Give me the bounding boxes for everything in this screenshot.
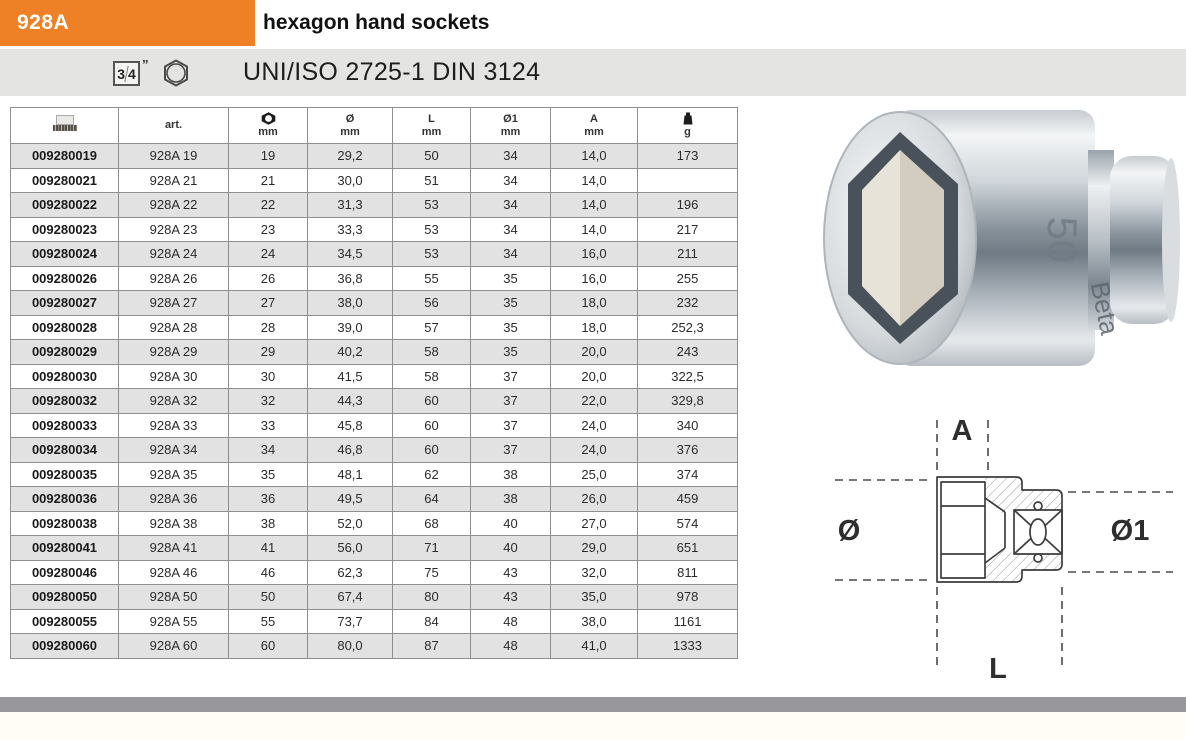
table-row <box>11 511 738 536</box>
cell-hex: 24 <box>229 242 308 267</box>
cell-A: 24,0 <box>551 413 638 438</box>
cell-art: 928A 26 <box>119 266 229 291</box>
cell-d: 80,0 <box>308 634 393 659</box>
cell-d: 30,0 <box>308 168 393 193</box>
cell-code: 009280038 <box>11 511 119 536</box>
cell-weight: 978 <box>638 585 738 610</box>
col-header-L <box>393 108 471 144</box>
col-unit-L: mm <box>421 125 442 138</box>
cell-weight: 651 <box>638 536 738 561</box>
cell-A: 27,0 <box>551 511 638 536</box>
cell-weight: 243 <box>638 340 738 365</box>
cell-art: 928A 23 <box>119 217 229 242</box>
cell-A: 29,0 <box>551 536 638 561</box>
footer-bar <box>0 697 1186 712</box>
drive-numerator: 3 <box>117 65 125 82</box>
cell-art: 928A 38 <box>119 511 229 536</box>
cell-d: 44,3 <box>308 389 393 414</box>
cell-weight: 1333 <box>638 634 738 659</box>
col-header-hex <box>229 108 308 144</box>
dim-label-L: L <box>989 653 1007 685</box>
product-photo <box>800 98 1186 382</box>
cell-art: 928A 27 <box>119 291 229 316</box>
cell-A: 22,0 <box>551 389 638 414</box>
cell-A: 14,0 <box>551 193 638 218</box>
cell-A: 14,0 <box>551 144 638 169</box>
cell-hex: 21 <box>229 168 308 193</box>
cell-art: 928A 22 <box>119 193 229 218</box>
cell-d: 62,3 <box>308 560 393 585</box>
cell-weight: 811 <box>638 560 738 585</box>
col-label-art: art. <box>164 119 183 131</box>
table-row <box>11 413 738 438</box>
cell-art: 928A 34 <box>119 438 229 463</box>
table-row <box>11 291 738 316</box>
cell-weight <box>638 168 738 193</box>
cell-weight: 459 <box>638 487 738 512</box>
cell-A: 14,0 <box>551 217 638 242</box>
cell-hex: 22 <box>229 193 308 218</box>
table-row <box>11 193 738 218</box>
cell-L: 57 <box>393 315 471 340</box>
cell-d1: 48 <box>471 609 551 634</box>
col-unit-weight: g <box>684 126 691 138</box>
table-row <box>11 438 738 463</box>
cell-L: 53 <box>393 242 471 267</box>
product-code-header: 928A <box>0 0 255 46</box>
cell-A: 14,0 <box>551 168 638 193</box>
cell-code: 009280032 <box>11 389 119 414</box>
table-row <box>11 340 738 365</box>
cell-art: 928A 35 <box>119 462 229 487</box>
cell-hex: 19 <box>229 144 308 169</box>
table-row <box>11 609 738 634</box>
cell-d: 41,5 <box>308 364 393 389</box>
cell-L: 87 <box>393 634 471 659</box>
cell-d: 38,0 <box>308 291 393 316</box>
cell-d1: 43 <box>471 560 551 585</box>
standards-text: UNI/ISO 2725-1 DIN 3124 <box>243 58 541 86</box>
col-unit-d1: mm <box>500 125 521 138</box>
cell-A: 16,0 <box>551 242 638 267</box>
cell-L: 62 <box>393 462 471 487</box>
table-row <box>11 634 738 659</box>
cell-weight: 329,8 <box>638 389 738 414</box>
cell-art: 928A 28 <box>119 315 229 340</box>
table-row <box>11 266 738 291</box>
cell-weight: 196 <box>638 193 738 218</box>
cell-d: 49,5 <box>308 487 393 512</box>
cell-code: 009280035 <box>11 462 119 487</box>
table-row <box>11 487 738 512</box>
drive-denominator: 4 <box>128 65 136 82</box>
table-row <box>11 144 738 169</box>
cell-hex: 55 <box>229 609 308 634</box>
cell-d1: 37 <box>471 413 551 438</box>
cell-A: 32,0 <box>551 560 638 585</box>
cell-d: 39,0 <box>308 315 393 340</box>
cell-weight: 376 <box>638 438 738 463</box>
cell-L: 60 <box>393 438 471 463</box>
cell-d1: 34 <box>471 144 551 169</box>
col-header-weight <box>638 108 738 144</box>
cell-L: 56 <box>393 291 471 316</box>
dim-label-d: Ø <box>837 515 861 547</box>
cell-d1: 34 <box>471 242 551 267</box>
cell-d1: 35 <box>471 291 551 316</box>
table-row <box>11 389 738 414</box>
cell-d: 52,0 <box>308 511 393 536</box>
cell-L: 53 <box>393 193 471 218</box>
cell-d1: 38 <box>471 462 551 487</box>
cell-L: 75 <box>393 560 471 585</box>
cell-art: 928A 41 <box>119 536 229 561</box>
cell-d1: 35 <box>471 340 551 365</box>
cell-weight: 255 <box>638 266 738 291</box>
cell-d: 31,3 <box>308 193 393 218</box>
cell-A: 18,0 <box>551 291 638 316</box>
cell-art: 928A 60 <box>119 634 229 659</box>
cell-d1: 40 <box>471 536 551 561</box>
cell-hex: 33 <box>229 413 308 438</box>
cell-code: 009280050 <box>11 585 119 610</box>
cell-hex: 41 <box>229 536 308 561</box>
cell-code: 009280022 <box>11 193 119 218</box>
cell-hex: 46 <box>229 560 308 585</box>
cell-art: 928A 21 <box>119 168 229 193</box>
cell-L: 50 <box>393 144 471 169</box>
cell-hex: 27 <box>229 291 308 316</box>
cell-code: 009280023 <box>11 217 119 242</box>
cell-weight: 1161 <box>638 609 738 634</box>
cell-d: 45,8 <box>308 413 393 438</box>
table-row <box>11 315 738 340</box>
col-header-art <box>119 108 229 144</box>
table-row <box>11 242 738 267</box>
cell-A: 20,0 <box>551 340 638 365</box>
cell-L: 58 <box>393 340 471 365</box>
col-label-d1: Ø1 <box>503 112 518 125</box>
barcode-icon <box>53 115 77 131</box>
col-unit-hex: mm <box>258 126 278 138</box>
cell-hex: 38 <box>229 511 308 536</box>
cell-weight: 211 <box>638 242 738 267</box>
cell-d1: 37 <box>471 389 551 414</box>
table-row <box>11 168 738 193</box>
cell-art: 928A 46 <box>119 560 229 585</box>
cell-L: 60 <box>393 389 471 414</box>
engraving-brand: Beta <box>1084 278 1126 338</box>
cell-d1: 38 <box>471 487 551 512</box>
cell-d1: 37 <box>471 438 551 463</box>
cell-art: 928A 55 <box>119 609 229 634</box>
table-body <box>11 144 738 659</box>
col-header-A <box>551 108 638 144</box>
page-title: hexagon hand sockets <box>263 11 490 34</box>
table-header <box>11 108 738 144</box>
hexagon-icon <box>162 59 190 92</box>
col-label-A: A <box>590 112 598 125</box>
col-header-d <box>308 108 393 144</box>
cell-d: 46,8 <box>308 438 393 463</box>
hex-socket-icon <box>261 112 276 125</box>
cell-d: 34,5 <box>308 242 393 267</box>
cell-d: 56,0 <box>308 536 393 561</box>
cell-L: 60 <box>393 413 471 438</box>
cell-d: 73,7 <box>308 609 393 634</box>
col-header-code <box>11 108 119 144</box>
cell-code: 009280021 <box>11 168 119 193</box>
dim-label-d1: Ø1 <box>1110 515 1150 547</box>
cell-art: 928A 50 <box>119 585 229 610</box>
cell-d1: 35 <box>471 266 551 291</box>
cell-art: 928A 36 <box>119 487 229 512</box>
cell-art: 928A 29 <box>119 340 229 365</box>
footer-strip <box>0 712 1186 739</box>
drive-size-icon <box>113 61 140 86</box>
cell-code: 009280036 <box>11 487 119 512</box>
cell-weight: 340 <box>638 413 738 438</box>
cell-A: 18,0 <box>551 315 638 340</box>
cell-code: 009280034 <box>11 438 119 463</box>
cell-code: 009280041 <box>11 536 119 561</box>
cell-L: 55 <box>393 266 471 291</box>
col-header-d1 <box>471 108 551 144</box>
table-row <box>11 536 738 561</box>
cell-art: 928A 24 <box>119 242 229 267</box>
cell-hex: 50 <box>229 585 308 610</box>
cell-d1: 43 <box>471 585 551 610</box>
cell-A: 20,0 <box>551 364 638 389</box>
cell-A: 35,0 <box>551 585 638 610</box>
cell-L: 84 <box>393 609 471 634</box>
cell-hex: 35 <box>229 462 308 487</box>
cell-code: 009280028 <box>11 315 119 340</box>
cell-hex: 29 <box>229 340 308 365</box>
cell-weight: 232 <box>638 291 738 316</box>
spec-table <box>10 107 738 659</box>
cell-L: 80 <box>393 585 471 610</box>
cell-code: 009280019 <box>11 144 119 169</box>
cell-hex: 30 <box>229 364 308 389</box>
table-row <box>11 560 738 585</box>
cell-d1: 34 <box>471 193 551 218</box>
cell-code: 009280029 <box>11 340 119 365</box>
cell-hex: 34 <box>229 438 308 463</box>
cell-art: 928A 19 <box>119 144 229 169</box>
cell-hex: 26 <box>229 266 308 291</box>
cell-code: 009280060 <box>11 634 119 659</box>
cell-code: 009280033 <box>11 413 119 438</box>
cell-code: 009280055 <box>11 609 119 634</box>
cell-code: 009280046 <box>11 560 119 585</box>
col-unit-d: mm <box>340 125 360 138</box>
cell-d1: 37 <box>471 364 551 389</box>
cell-weight: 322,5 <box>638 364 738 389</box>
cell-hex: 60 <box>229 634 308 659</box>
cell-weight: 574 <box>638 511 738 536</box>
cell-d1: 34 <box>471 217 551 242</box>
cell-art: 928A 33 <box>119 413 229 438</box>
cell-weight: 173 <box>638 144 738 169</box>
cell-weight: 374 <box>638 462 738 487</box>
table-row <box>11 217 738 242</box>
cell-A: 25,0 <box>551 462 638 487</box>
dim-label-A: A <box>951 415 973 447</box>
cell-weight: 252,3 <box>638 315 738 340</box>
cell-d1: 40 <box>471 511 551 536</box>
cell-A: 24,0 <box>551 438 638 463</box>
cell-d: 40,2 <box>308 340 393 365</box>
cell-d1: 35 <box>471 315 551 340</box>
col-label-d: Ø <box>345 112 355 125</box>
cell-d1: 48 <box>471 634 551 659</box>
cell-d: 29,2 <box>308 144 393 169</box>
cell-A: 26,0 <box>551 487 638 512</box>
cell-d: 48,1 <box>308 462 393 487</box>
cell-code: 009280026 <box>11 266 119 291</box>
cell-L: 68 <box>393 511 471 536</box>
table-row <box>11 585 738 610</box>
cell-art: 928A 32 <box>119 389 229 414</box>
col-label-L: L <box>428 112 435 125</box>
cell-d1: 34 <box>471 168 551 193</box>
cell-A: 38,0 <box>551 609 638 634</box>
cell-L: 53 <box>393 217 471 242</box>
cell-d: 33,3 <box>308 217 393 242</box>
table-row <box>11 364 738 389</box>
technical-drawing <box>825 402 1186 702</box>
cell-L: 64 <box>393 487 471 512</box>
cell-d: 36,8 <box>308 266 393 291</box>
engraving-number: 50 <box>1039 216 1086 264</box>
cell-code: 009280027 <box>11 291 119 316</box>
cell-A: 41,0 <box>551 634 638 659</box>
cell-A: 16,0 <box>551 266 638 291</box>
col-unit-A: mm <box>584 125 604 138</box>
weight-icon <box>683 112 693 125</box>
cell-hex: 28 <box>229 315 308 340</box>
cell-code: 009280024 <box>11 242 119 267</box>
cell-L: 58 <box>393 364 471 389</box>
cell-hex: 32 <box>229 389 308 414</box>
cell-L: 51 <box>393 168 471 193</box>
cell-hex: 23 <box>229 217 308 242</box>
cell-d: 67,4 <box>308 585 393 610</box>
table-row <box>11 462 738 487</box>
cell-code: 009280030 <box>11 364 119 389</box>
cell-weight: 217 <box>638 217 738 242</box>
cell-hex: 36 <box>229 487 308 512</box>
cell-art: 928A 30 <box>119 364 229 389</box>
inch-mark: ” <box>142 57 149 72</box>
cell-L: 71 <box>393 536 471 561</box>
